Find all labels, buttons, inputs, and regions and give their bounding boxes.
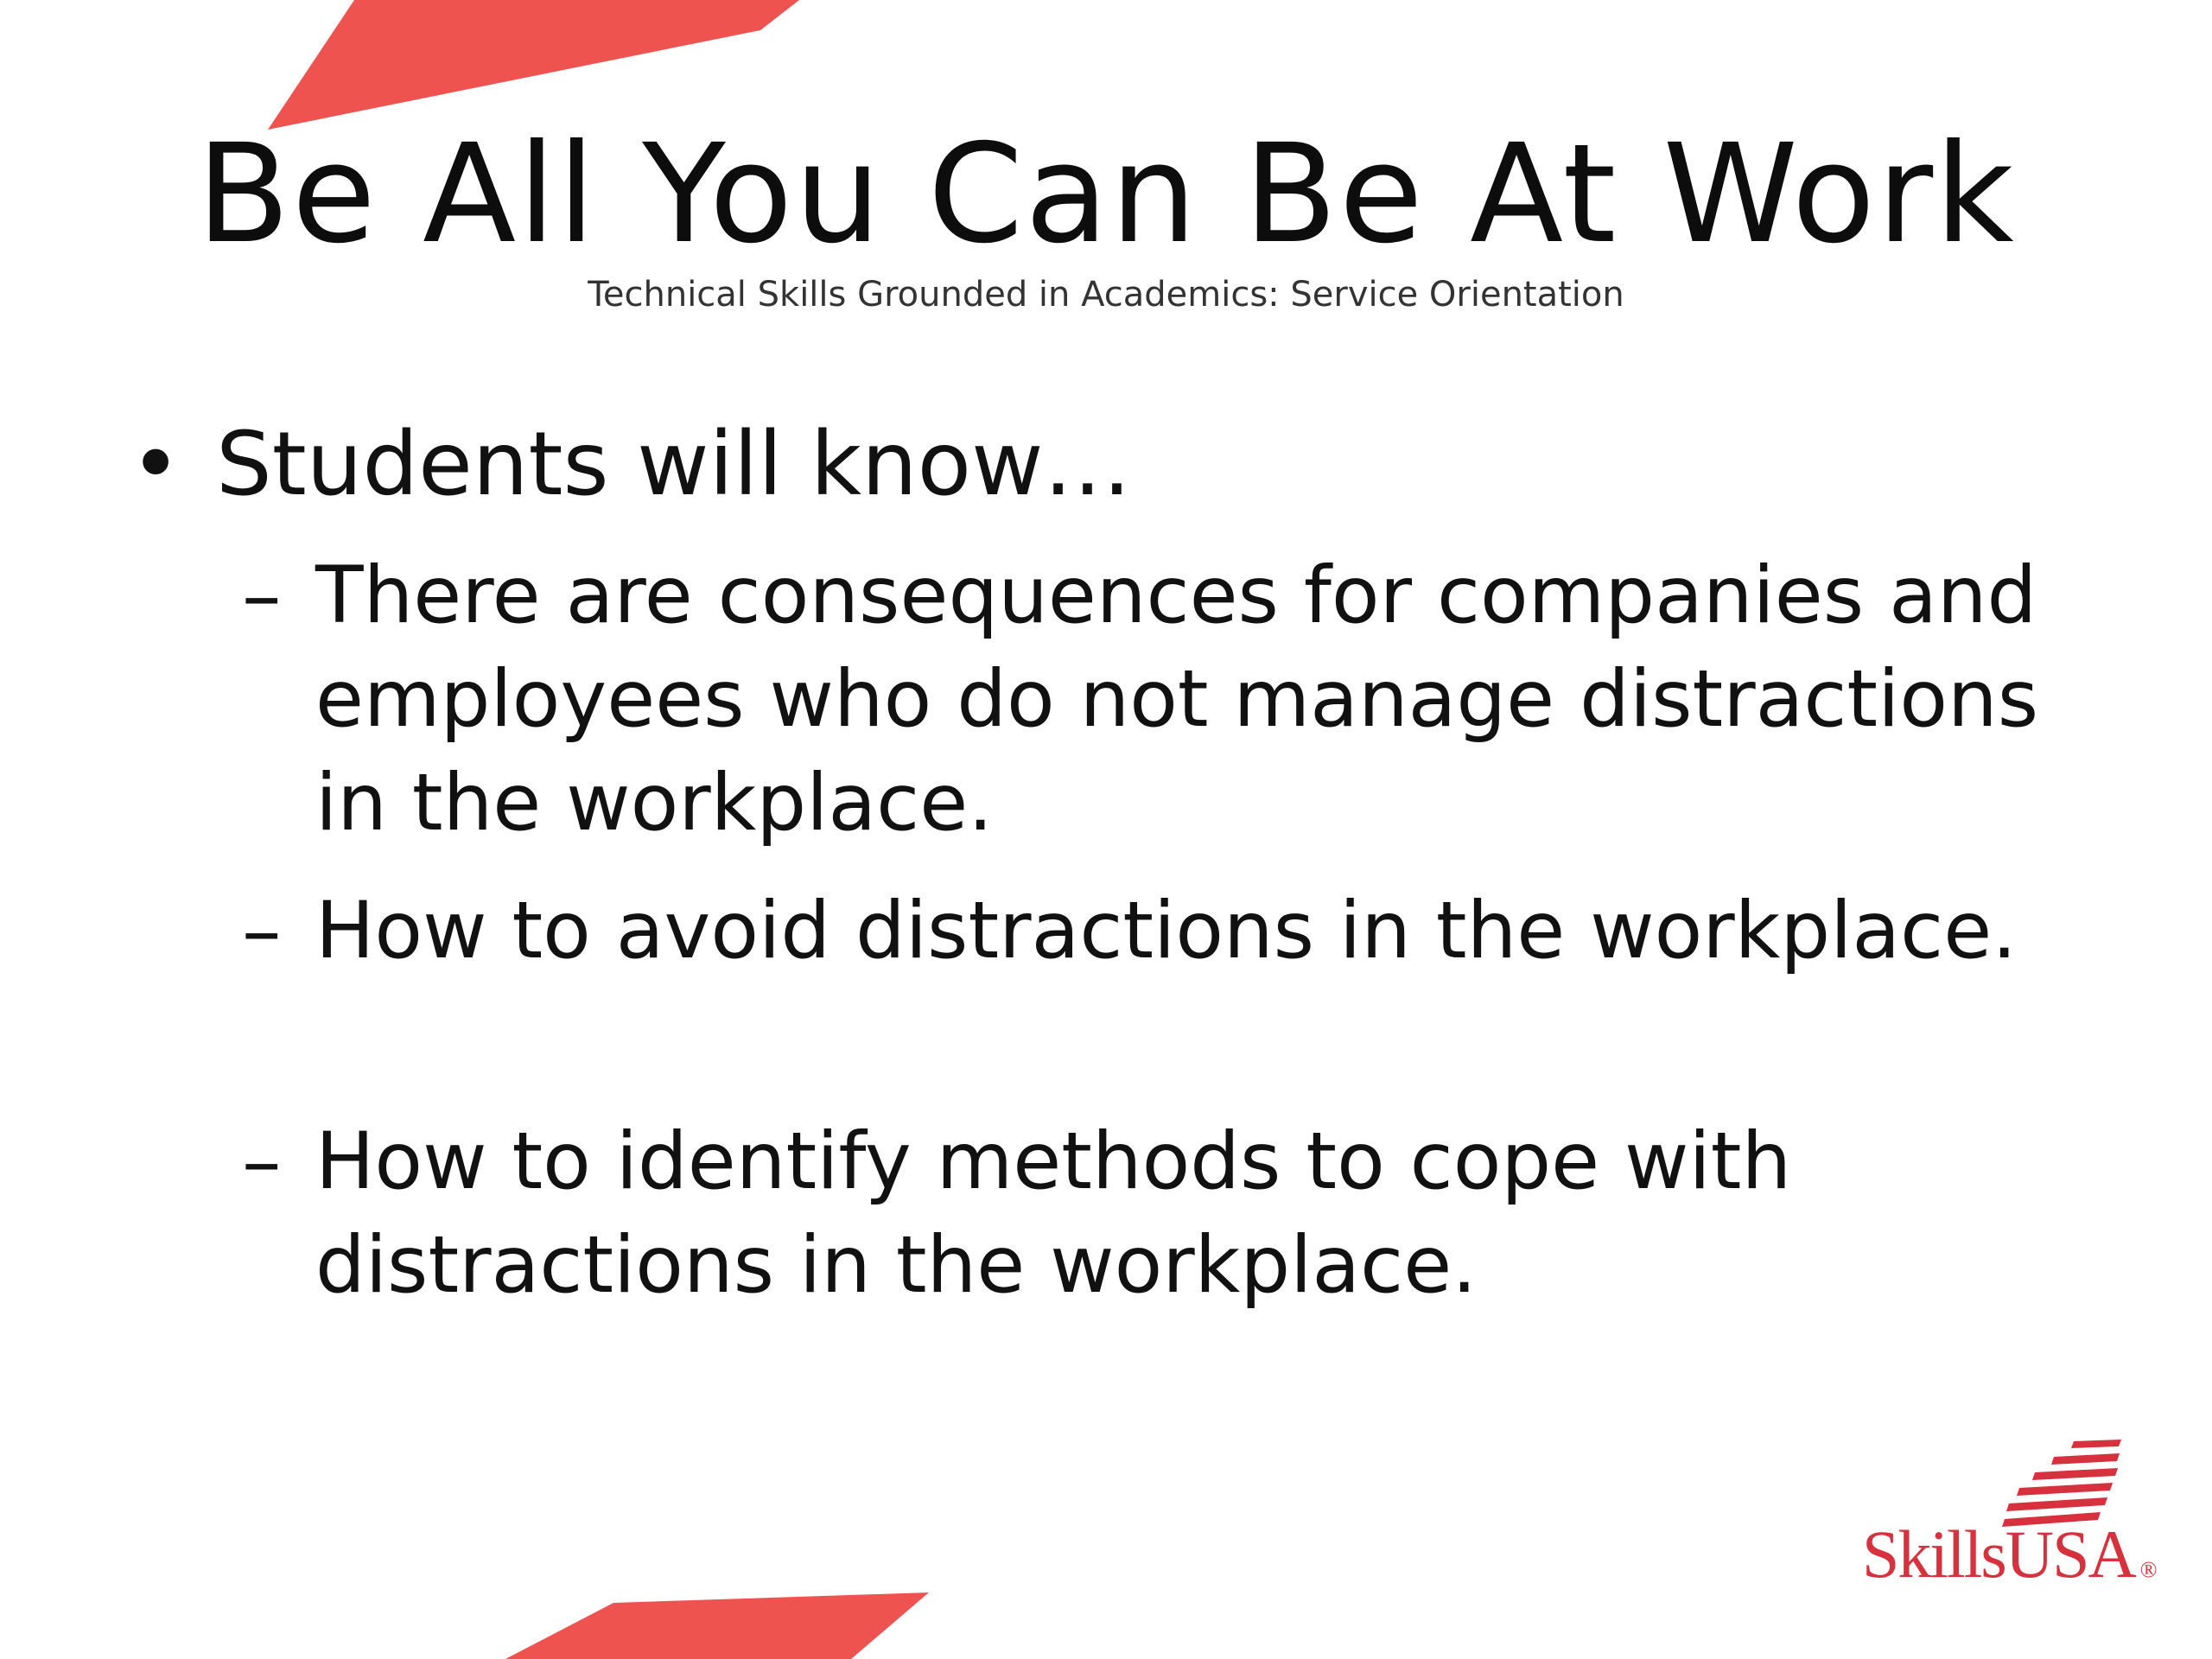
dash-marker: –: [242, 1116, 282, 1207]
slide-title: Be All You Can Be At Work: [196, 115, 2016, 274]
sub-bullet-text: There are consequences for companies and employees who do not manage distractions in the workplace.: [315, 550, 2039, 849]
skillsusa-logo: [1862, 1434, 2156, 1607]
sub-bullet-text: How to identify methods to cope with distractions in the workplace.: [315, 1116, 1792, 1311]
logo-name: SkillsUSA: [1862, 1516, 2135, 1592]
bullet-dot: •: [130, 413, 182, 516]
slide-subtitle: Technical Skills Grounded in Academics: Service Orientation: [588, 275, 1624, 315]
dash-marker: –: [242, 886, 282, 976]
top-red-stripe: [268, 0, 799, 130]
bottom-red-stripe: [505, 1592, 929, 1659]
skillsusa-wordmark: [1862, 1517, 2156, 1607]
dash-marker: –: [242, 550, 282, 641]
registered-mark: ®: [2139, 1557, 2156, 1582]
main-bullet-text: Students will know…: [216, 413, 1132, 516]
sub-bullet-text: How to avoid distractions in the workplace.: [315, 886, 2018, 976]
